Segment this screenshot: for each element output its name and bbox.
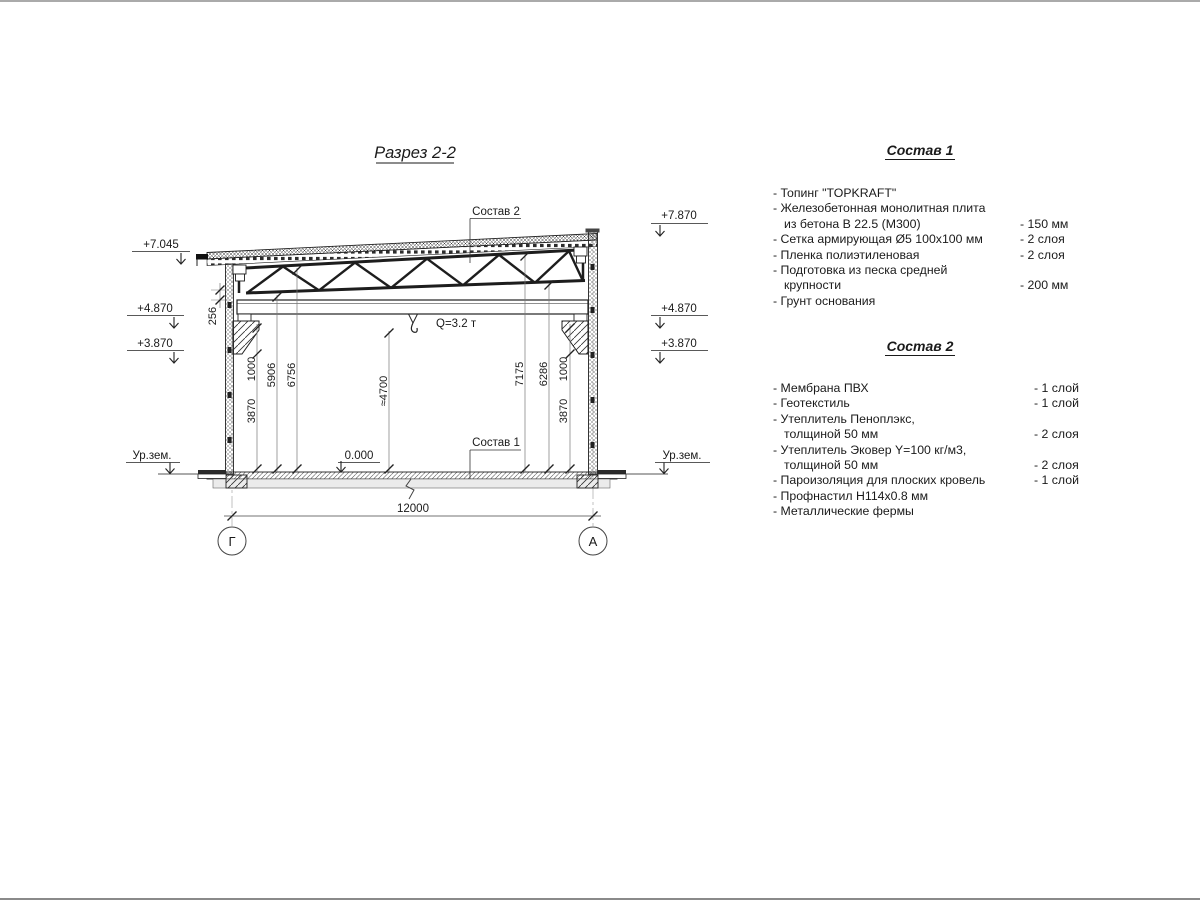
material-name: - Подготовка из песка средней bbox=[773, 263, 948, 278]
svg-text:+3.870: +3.870 bbox=[661, 338, 697, 350]
axis-letter-left: Г bbox=[228, 534, 236, 549]
material-name: - Профнастил Н114х0.8 мм bbox=[773, 488, 929, 503]
material-row bbox=[773, 294, 1103, 309]
sostav1-list bbox=[773, 186, 1103, 309]
material-name: - Утеплитель Пеноплэкс, bbox=[773, 411, 915, 426]
svg-text:6756: 6756 bbox=[286, 362, 298, 388]
zero-level-mark bbox=[337, 450, 381, 472]
left-wall bbox=[226, 264, 234, 474]
material-name: толщиной 50 мм bbox=[784, 427, 879, 442]
material-name: - Пароизоляция для плоских кровель bbox=[773, 473, 986, 488]
axis-bubbles bbox=[218, 527, 607, 555]
material-name: толщиной 50 мм bbox=[784, 458, 879, 473]
material-name: - Металлические фермы bbox=[773, 504, 914, 519]
height-dim-ticks bbox=[253, 252, 575, 474]
material-row bbox=[773, 412, 1103, 427]
material-quantity: - 1 слой bbox=[1034, 396, 1079, 411]
material-row bbox=[773, 217, 1103, 232]
material-name: - Пленка полиэтиленовая bbox=[773, 247, 920, 262]
floor-slab bbox=[207, 472, 617, 479]
material-row bbox=[773, 263, 1103, 278]
svg-text:6286: 6286 bbox=[538, 361, 550, 387]
material-name: крупности bbox=[784, 278, 842, 293]
material-row bbox=[773, 427, 1103, 442]
material-name: - Мембрана ПВХ bbox=[773, 381, 869, 395]
crane-beam bbox=[237, 300, 588, 321]
material-name: - Утеплитель Эковер Y=100 кг/м3, bbox=[773, 442, 967, 457]
material-row bbox=[773, 489, 1103, 504]
svg-text:Ур.зем.: Ур.зем. bbox=[132, 450, 172, 462]
corbel-left bbox=[233, 321, 259, 354]
svg-text:+4.870: +4.870 bbox=[137, 303, 173, 315]
material-row bbox=[773, 248, 1103, 263]
svg-text:3870: 3870 bbox=[558, 398, 570, 424]
material-row bbox=[773, 473, 1103, 488]
svg-text:256: 256 bbox=[207, 306, 219, 326]
sostav1-ref-label: Состав 1 bbox=[472, 437, 520, 449]
svg-text:7175: 7175 bbox=[514, 361, 526, 387]
material-quantity: - 1 слой bbox=[1034, 473, 1079, 488]
svg-text:+4.870: +4.870 bbox=[661, 303, 697, 315]
material-quantity: - 1 слой bbox=[1034, 381, 1079, 395]
material-row bbox=[773, 443, 1103, 458]
corbels bbox=[233, 321, 588, 354]
crane-load-label: Q=3.2 т bbox=[436, 318, 477, 330]
material-quantity: - 2 слоя bbox=[1020, 247, 1065, 262]
elevation-marks-right bbox=[651, 210, 710, 474]
span-dim-text: 12000 bbox=[397, 503, 429, 515]
svg-text:+7.870: +7.870 bbox=[661, 210, 697, 222]
floor bbox=[158, 470, 668, 499]
corbel-right bbox=[562, 321, 588, 354]
material-row bbox=[773, 278, 1103, 293]
foundation-left bbox=[226, 475, 247, 488]
material-row bbox=[773, 504, 1103, 519]
material-row bbox=[773, 232, 1103, 247]
material-row bbox=[773, 186, 1103, 201]
sostav1-title: Состав 1 bbox=[886, 142, 954, 158]
material-quantity: - 150 мм bbox=[1020, 216, 1069, 231]
material-row bbox=[773, 201, 1103, 216]
material-quantity: - 200 мм bbox=[1020, 278, 1069, 293]
material-name: - Топинг "TOPKRAFT" bbox=[773, 186, 897, 200]
material-name: - Сетка армирующая Ø5 100х100 мм bbox=[773, 232, 983, 247]
material-quantity: - 2 слоя bbox=[1034, 427, 1079, 442]
material-row bbox=[773, 458, 1103, 473]
foundation-right bbox=[577, 475, 598, 488]
plinth-right bbox=[598, 470, 626, 474]
crane-hook bbox=[409, 314, 418, 332]
svg-text:≈4700: ≈4700 bbox=[378, 375, 390, 407]
svg-text:+7.045: +7.045 bbox=[143, 239, 179, 251]
sostav2-title: Состав 2 bbox=[886, 338, 954, 354]
svg-text:Ур.зем.: Ур.зем. bbox=[662, 450, 702, 462]
sand-bed bbox=[213, 479, 610, 488]
material-name: - Грунт основания bbox=[773, 293, 876, 308]
material-quantity: - 2 слоя bbox=[1034, 458, 1079, 473]
sostav2-list bbox=[773, 381, 1103, 520]
plinth-left bbox=[198, 470, 226, 474]
material-row bbox=[773, 396, 1103, 411]
truss-bearing-left bbox=[233, 265, 246, 274]
material-name: - Железобетонная монолитная плита bbox=[773, 201, 986, 216]
drawing-title: Разрез 2-2 bbox=[374, 144, 456, 162]
parapet-cap bbox=[586, 229, 600, 233]
svg-text:1000: 1000 bbox=[246, 356, 258, 382]
svg-text:+3.870: +3.870 bbox=[137, 338, 173, 350]
material-name: - Геотекстиль bbox=[773, 396, 850, 411]
svg-text:5906: 5906 bbox=[266, 362, 278, 388]
elevation-marks-left bbox=[126, 239, 190, 474]
sostav2-ref-label: Состав 2 bbox=[472, 206, 520, 218]
svg-text:0.000: 0.000 bbox=[344, 450, 374, 462]
roof-edge-flashing bbox=[196, 254, 208, 260]
svg-text:1000: 1000 bbox=[558, 356, 570, 382]
material-quantity: - 2 слоя bbox=[1020, 232, 1065, 247]
material-row bbox=[773, 381, 1103, 396]
axis-letter-right: А bbox=[588, 534, 598, 549]
height-dim-texts bbox=[246, 357, 570, 423]
material-name: из бетона В 22.5 (М300) bbox=[784, 216, 921, 231]
svg-text:3870: 3870 bbox=[246, 398, 258, 424]
truss-bearing-right bbox=[574, 247, 587, 256]
